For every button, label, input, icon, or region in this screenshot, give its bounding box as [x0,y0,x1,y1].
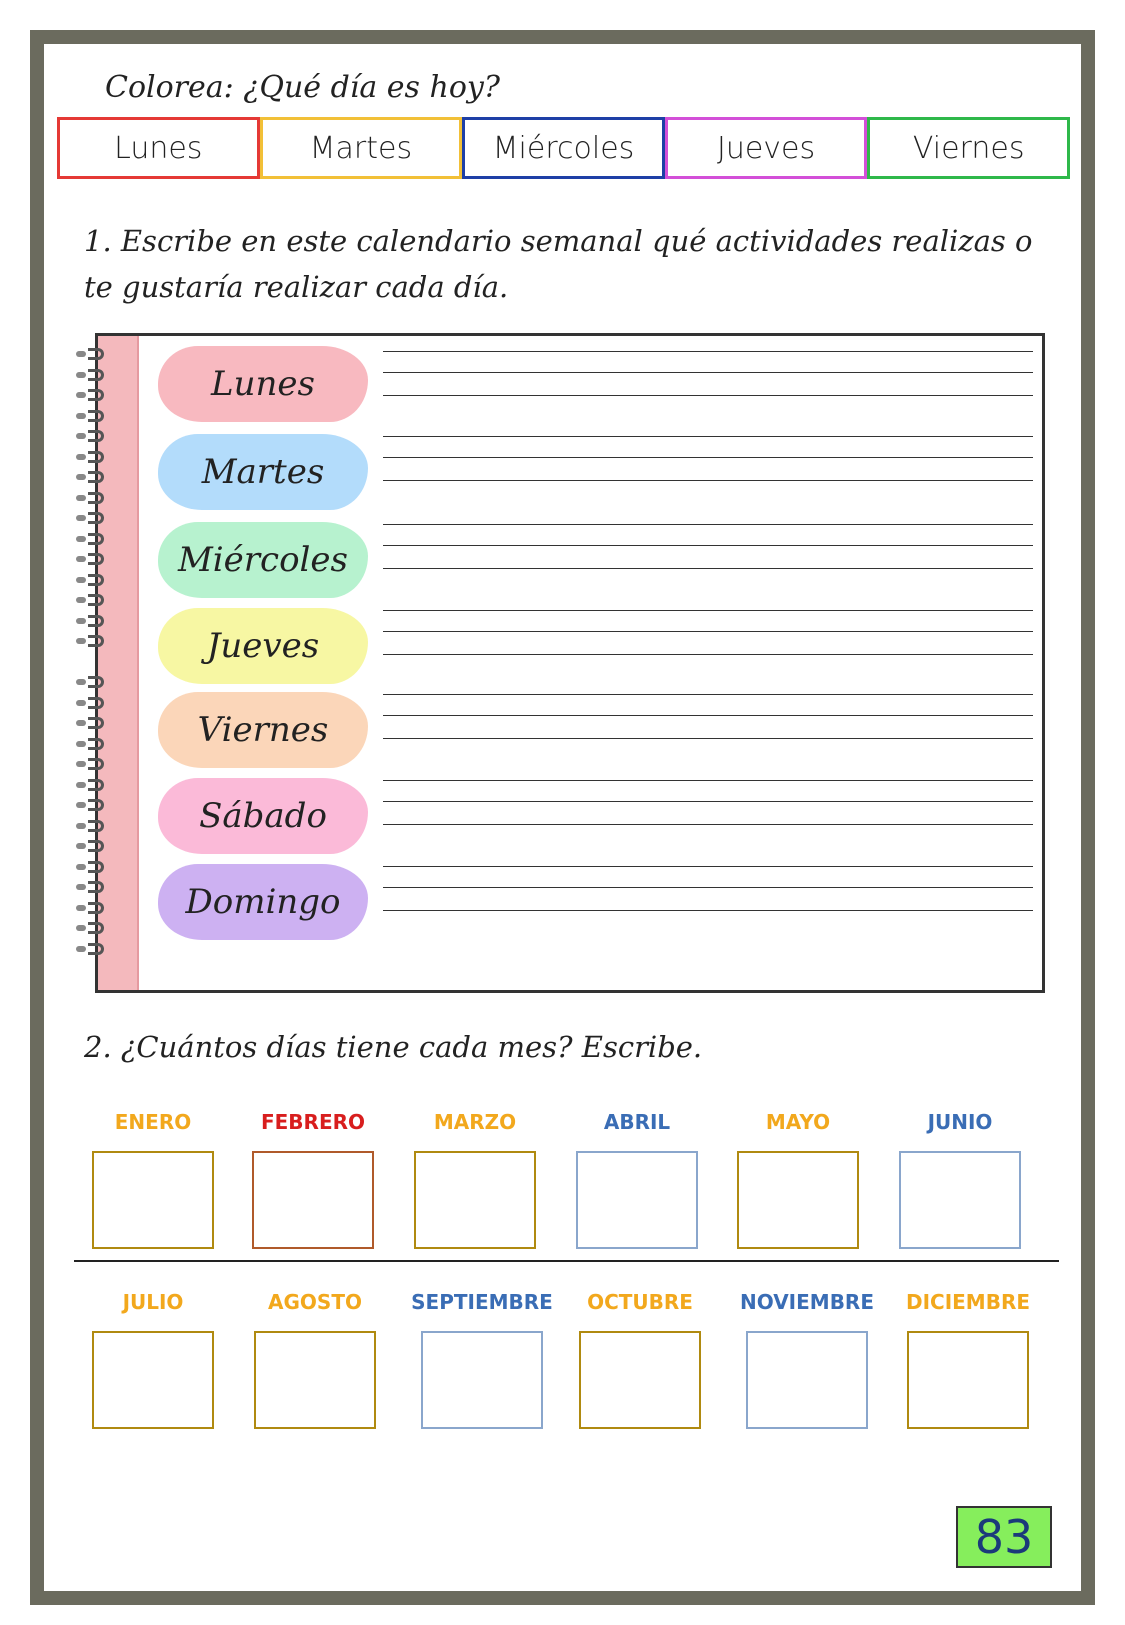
weekly-calendar-notebook [95,333,1045,993]
month-label: AGOSTO [268,1290,362,1314]
month-answer-box[interactable] [254,1331,376,1429]
spiral-ring [76,471,116,483]
month-junio [895,1110,1025,1249]
spiral-ring [76,799,116,811]
spiral-ring [76,779,116,791]
month-marzo [410,1110,540,1249]
month-answer-box[interactable] [421,1331,543,1429]
weekday-label: Martes [309,130,413,166]
spiral-ring [76,820,116,832]
month-octubre [575,1290,705,1429]
writing-line[interactable] [383,654,1033,655]
spiral-ring [76,676,116,688]
writing-line[interactable] [383,801,1033,802]
month-abril [572,1110,702,1249]
spiral-ring [76,451,116,463]
question-2: 2. ¿Cuántos días tiene cada mes? Escribe. [84,1030,703,1064]
spiral-ring [76,492,116,504]
month-enero [88,1110,218,1249]
month-answer-box[interactable] [899,1151,1021,1249]
spiral-ring [76,533,116,545]
spiral-ring [76,902,116,914]
weekday-box-miercoles[interactable] [462,117,665,179]
spiral-ring [76,615,116,627]
spiral-ring [76,574,116,586]
writing-line[interactable] [383,738,1033,739]
month-divider [74,1260,1059,1262]
month-label: SEPTIEMBRE [411,1290,553,1314]
weekday-box-lunes[interactable] [57,117,260,179]
month-answer-box[interactable] [907,1331,1029,1429]
month-mayo [733,1110,863,1249]
writing-line[interactable] [383,780,1033,781]
month-label: JUNIO [927,1110,993,1134]
spiral-ring [76,430,116,442]
weekday-box-jueves[interactable] [665,117,868,179]
spiral-ring [76,594,116,606]
calendar-day-label: Domingo [185,882,341,922]
weekday-label: Miércoles [492,130,635,166]
spiral-ring [76,861,116,873]
calendar-day-label: Sábado [199,796,327,836]
spiral-ring [76,881,116,893]
spiral-ring [76,369,116,381]
spiral-ring [76,840,116,852]
month-label: MAYO [765,1110,831,1134]
weekday-color-boxes [57,117,1070,179]
spiral-ring [76,697,116,709]
month-answer-box[interactable] [737,1151,859,1249]
spiral-ring [76,717,116,729]
month-febrero [248,1110,378,1249]
month-septiembre [402,1290,562,1429]
month-answer-box[interactable] [579,1331,701,1429]
spiral-ring [76,348,116,360]
month-label: ENERO [114,1110,192,1134]
calendar-day-lunes [158,346,368,422]
writing-line[interactable] [383,545,1033,546]
writing-line[interactable] [383,866,1033,867]
month-answer-box[interactable] [92,1331,214,1429]
month-label: FEBRERO [260,1110,366,1134]
month-label: OCTUBRE [587,1290,693,1314]
writing-line[interactable] [383,887,1033,888]
calendar-day-viernes [158,692,368,768]
month-label: DICIEMBRE [905,1290,1031,1314]
writing-line[interactable] [383,631,1033,632]
spiral-ring [76,922,116,934]
writing-line[interactable] [383,568,1033,569]
writing-line[interactable] [383,480,1033,481]
writing-line[interactable] [383,824,1033,825]
calendar-day-jueves [158,608,368,684]
month-answer-box[interactable] [746,1331,868,1429]
page-number: 83 [956,1506,1052,1568]
spiral-ring [76,389,116,401]
writing-line[interactable] [383,910,1033,911]
writing-line[interactable] [383,694,1033,695]
calendar-day-domingo [158,864,368,940]
month-answer-box[interactable] [414,1151,536,1249]
month-label: ABRIL [603,1110,671,1134]
calendar-day-label: Miércoles [177,540,349,580]
calendar-day-sabado [158,778,368,854]
month-answer-box[interactable] [252,1151,374,1249]
writing-line[interactable] [383,715,1033,716]
month-label: JULIO [122,1290,184,1314]
calendar-day-label: Jueves [206,626,320,666]
weekday-label: Jueves [716,130,816,166]
weekday-box-viernes[interactable] [867,117,1070,179]
calendar-day-label: Lunes [211,364,315,404]
weekday-label: Lunes [114,130,203,166]
spiral-ring [76,410,116,422]
spiral-ring [76,943,116,955]
month-label: NOVIEMBRE [740,1290,874,1314]
writing-line[interactable] [383,372,1033,373]
writing-line[interactable] [383,610,1033,611]
calendar-day-martes [158,434,368,510]
calendar-day-label: Martes [201,452,325,492]
month-noviembre [727,1290,887,1429]
spiral-ring [76,553,116,565]
weekday-box-martes[interactable] [260,117,463,179]
question-1: 1. Escribe en este calendario semanal qué actividades realizas o te gustaría realizar cada día. [84,224,1033,304]
spiral-ring [76,758,116,770]
month-julio [88,1290,218,1429]
spiral-ring [76,738,116,750]
writing-line[interactable] [383,524,1033,525]
month-label: MARZO [433,1110,517,1134]
month-agosto [250,1290,380,1429]
writing-line[interactable] [383,436,1033,437]
month-diciembre [893,1290,1043,1429]
calendar-day-miercoles [158,522,368,598]
writing-line[interactable] [383,457,1033,458]
writing-line[interactable] [383,395,1033,396]
weekday-label: Viernes [912,130,1025,166]
writing-line[interactable] [383,351,1033,352]
month-answer-box[interactable] [92,1151,214,1249]
calendar-day-label: Viernes [197,710,329,750]
colorea-instruction: Colorea: ¿Qué día es hoy? [105,70,500,105]
month-answer-box[interactable] [576,1151,698,1249]
spiral-ring [76,512,116,524]
spiral-ring [76,635,116,647]
